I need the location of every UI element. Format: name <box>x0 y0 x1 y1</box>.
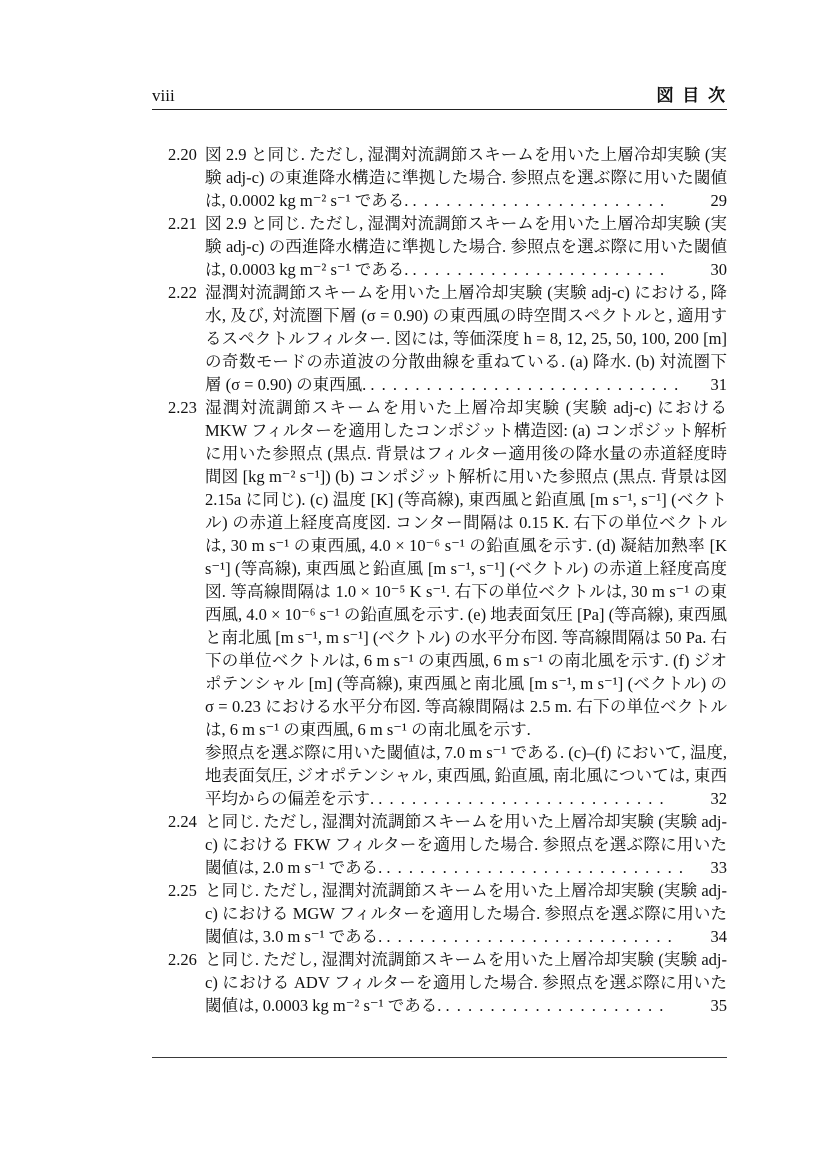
entry-text <box>205 810 727 879</box>
entry-caption: 湿潤対流調節スキームを用いた上層冷却実験 (実験 adj-c) における MKW フィルターを適用したコンポジット構造図: (a) コンポジット解析に用いた参照点 (黒点. 背景はフィルター適用後の降水量の赤道経度時間図 [kg m⁻² s⁻¹]) (b) コンポジット解析に用いた参照点 (黒点. 背景は図 2.15a に同じ). (c) 温度 [K] (等高線), 東西風と鉛直風 [m s⁻¹, s⁻¹] (ベクトル) の赤道上経度高度図. コンター間隔は 0.15 K. 右下の単位ベクトルは, 30 m s⁻¹ の東西風, 4.0 × 10⁻⁶ s⁻¹ の鉛直風を示す. (d) 凝結加熱率 [K s⁻¹] (等高線), 東西風と鉛直風 [m s⁻¹, s⁻¹] (ベクトル) の赤道上経度高度図. 等高線間隔は 1.0 × 10⁻⁵ K s⁻¹. 右下の単位ベクトルは, 30 m s⁻¹ の東西風, 4.0 × 10⁻⁶ s⁻¹ の鉛直風を示す. (e) 地表面気圧 [Pa] (等高線), 東西風と南北風 [m s⁻¹, m s⁻¹] (ベクトル) の水平分布図. 等高線間隔は 50 Pa. 右下の単位ベクトルは, 6 m s⁻¹ の東西風, 6 m s⁻¹ の南北風を示す. (f) ジオポテンシャル [m] (等高線), 東西風と南北風 [m s⁻¹, m s⁻¹] (ベクトル) の σ = 0.23 における水平分布図. 等高線間隔は 2.5 m. 右下の単位ベクトルは, 6 m s⁻¹ の東西風, 6 m s⁻¹ の南北風を示す. <box>205 398 727 739</box>
leader-dots: . . . . . . . . . . . . . . . . . . . . . . . . . . . <box>386 858 685 877</box>
page-number: 34 <box>707 925 728 948</box>
page-number: 33 <box>707 856 728 879</box>
entry-text <box>205 948 727 1017</box>
toc-entry-2-24 <box>168 810 727 879</box>
entry-caption: 参照点を選ぶ際に用いた閾値は, 7.0 m s⁻¹ である. (c)–(f) において, 温度, 地表面気圧, ジオポテンシャル, 東西風, 鉛直風, 南北風については, 東西平均からの偏差を示す. <box>205 743 727 808</box>
page-number: 32 <box>707 787 728 810</box>
entry-text <box>205 396 727 741</box>
entry-text <box>205 879 727 948</box>
leader-dots: . . . . . . . . . . . . . . . . . . . . . . . <box>412 191 666 210</box>
leader-dots: . . . . . . . . . . . . . . . . . . . . . . . . . . <box>378 789 666 808</box>
entry-body <box>205 810 727 879</box>
document-page <box>152 0 727 1169</box>
entry-text-continued <box>205 741 727 810</box>
leader-dots: . . . . . . . . . . . . . . . . . . . . . . . . . . <box>386 927 674 946</box>
page-header <box>152 86 727 106</box>
toc-entry-2-20 <box>168 143 727 212</box>
figure-number: 2.25 <box>168 881 197 900</box>
page-number: 29 <box>707 189 728 212</box>
list-of-figures <box>168 143 727 1017</box>
figure-number: 2.24 <box>168 812 197 831</box>
leader-dots: . . . . . . . . . . . . . . . . . . . . <box>445 996 665 1015</box>
entry-caption: と同じ. ただし, 湿潤対流調節スキームを用いた上層冷却実験 (実験 adj-c) における ADV フィルターを適用した場合. 参照点を選ぶ際に用いた閾値は, 0.0003 kg m⁻² s⁻¹ である. <box>205 950 727 1015</box>
entry-body <box>205 281 727 396</box>
page-number: 30 <box>707 258 728 281</box>
entry-body <box>205 396 727 810</box>
header-title: 図 目 次 <box>656 86 727 105</box>
entry-text <box>205 281 727 396</box>
toc-entry-2-25 <box>168 879 727 948</box>
figure-number: 2.21 <box>168 214 197 233</box>
toc-entry-2-23 <box>168 396 727 810</box>
figure-number: 2.26 <box>168 950 197 969</box>
entry-caption: 湿潤対流調節スキームを用いた上層冷却実験 (実験 adj-c) における, 降水, 及び, 対流圏下層 (σ = 0.90) の東西風の時空間スペクトルと, 適用するスペクトルフィルター. 図には, 等価深度 h = 8, 12, 25, 50, 100, 200 [m] の奇数モードの赤道波の分散曲線を重ねている. (a) 降水. (b) 対流圏下層 (σ = 0.90) の東西風. <box>205 283 727 394</box>
toc-entry-2-26 <box>168 948 727 1017</box>
toc-entry-2-21 <box>168 212 727 281</box>
page-number: 31 <box>707 373 728 396</box>
header-page-number: viii <box>152 86 175 105</box>
figure-number: 2.22 <box>168 283 197 302</box>
entry-caption: 図 2.9 と同じ. ただし, 湿潤対流調節スキームを用いた上層冷却実験 (実験 adj-c) の西進降水構造に準拠した場合. 参照点を選ぶ際に用いた閾値は, 0.0003 kg m⁻² s⁻¹ である. <box>205 214 727 279</box>
entry-body <box>205 948 727 1017</box>
footer-rule <box>152 1057 727 1058</box>
leader-dots: . . . . . . . . . . . . . . . . . . . . . . . <box>412 260 666 279</box>
entry-text <box>205 212 727 281</box>
entry-text <box>205 143 727 212</box>
entry-body <box>205 143 727 212</box>
header-rule <box>152 109 727 110</box>
entry-caption: と同じ. ただし, 湿潤対流調節スキームを用いた上層冷却実験 (実験 adj-c) における FKW フィルターを適用した場合. 参照点を選ぶ際に用いた閾値は, 2.0 m s⁻¹ である. <box>205 812 727 877</box>
toc-entry-2-22 <box>168 281 727 396</box>
entry-body <box>205 212 727 281</box>
page-number: 35 <box>707 994 728 1017</box>
entry-caption: と同じ. ただし, 湿潤対流調節スキームを用いた上層冷却実験 (実験 adj-c) における MGW フィルターを適用した場合. 参照点を選ぶ際に用いた閾値は, 3.0 m s⁻¹ である. <box>205 881 727 946</box>
entry-caption: 図 2.9 と同じ. ただし, 湿潤対流調節スキームを用いた上層冷却実験 (実験 adj-c) の東進降水構造に準拠した場合. 参照点を選ぶ際に用いた閾値は, 0.0002 kg m⁻² s⁻¹ である. <box>205 145 727 210</box>
figure-number: 2.20 <box>168 145 197 164</box>
leader-dots: . . . . . . . . . . . . . . . . . . . . . . . . . . . . <box>370 375 680 394</box>
entry-body <box>205 879 727 948</box>
figure-number: 2.23 <box>168 398 197 417</box>
